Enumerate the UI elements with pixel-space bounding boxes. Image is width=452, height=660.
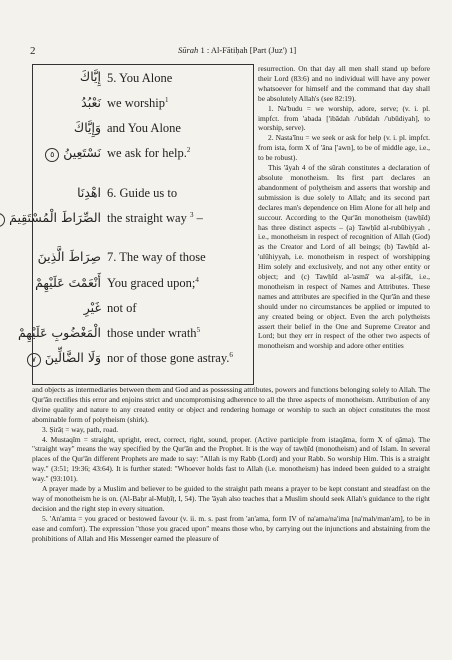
commentary-paragraph: A prayer made by a Muslim and believer to be guided to the straight path means a prayer to be kept constant and steadfast on the way of monotheism he is on. (Al-Baḥr al-Muḥīṭ, I, 54). The 'āyah also teaches that a Muslim should seek Allah's guidance to the right decision and the right step in every situation. bbox=[32, 484, 430, 513]
translation-line-9: not of bbox=[107, 301, 137, 315]
translation-line-4-text: we ask for help. bbox=[107, 146, 187, 161]
arabic-verse-5d-text: نَسْتَعِينُ bbox=[63, 145, 101, 160]
translation-line-11-text: nor of those gone astray. bbox=[107, 351, 230, 366]
running-header-surah: Sūrah bbox=[178, 45, 199, 55]
footnote-ref-3: 3 bbox=[189, 211, 194, 219]
ayah-number-5: ٥ bbox=[45, 148, 59, 162]
translation-line-2-text: we worship bbox=[107, 96, 165, 111]
arabic-verse-5d bbox=[43, 145, 101, 162]
translation-line-10 bbox=[107, 326, 200, 341]
arabic-verse-5b: نَعْبُدُ bbox=[81, 95, 101, 110]
arabic-verse-7e bbox=[25, 350, 101, 367]
arabic-verse-6a: اهْدِنَا bbox=[77, 185, 101, 200]
page-number: 2 bbox=[30, 45, 36, 57]
translation-line-11 bbox=[107, 351, 233, 366]
translation-line-7: 7. The way of those bbox=[107, 250, 206, 264]
translation-line-6-text: the straight way bbox=[107, 211, 187, 226]
footnote-1: 1. Na'budu = we worship, adore, serve; (v. i. pl. impfct. from 'abada ['ibādah /'ubūdah /'ubūdiyah], to worship, serve). bbox=[258, 103, 430, 133]
translation-line-4 bbox=[107, 146, 190, 161]
translation-line-2 bbox=[107, 96, 168, 111]
arabic-verse-7d: الْمَغْضُوبِ عَلَيْهِمْ bbox=[17, 325, 101, 340]
footnote-ref-1: 1 bbox=[164, 96, 169, 104]
arabic-verse-7b: أَنْعَمْتَ عَلَيْهِمْ bbox=[35, 275, 101, 290]
footnote-ref-5: 5 bbox=[196, 326, 201, 334]
verse-box bbox=[9, 64, 254, 385]
translation-line-5: 6. Guide us to bbox=[107, 186, 178, 200]
footnote-ref-2: 2 bbox=[186, 146, 191, 154]
arabic-verse-7c: غَيْرِ bbox=[83, 300, 101, 315]
arabic-verse-7a: صِرَاطَ الَّذِينَ bbox=[37, 249, 101, 264]
commentary-paragraph: and objects as intermediaries between them and God and as possessing attributes, powers and functions belonging solely to Allah. The Qur'ān rectifies this error and enjoins strict and uncompromising adherence to all the three aspects of monotheism. Attribution of any divine quality and nature to any created entity or object and rendering homage or worship to such an object constitutes the most abominable form of polytheism (shirk). bbox=[32, 385, 430, 424]
commentary-right-column bbox=[258, 64, 430, 351]
footnote-ref-4: 4 bbox=[195, 276, 199, 284]
arabic-verse-5c: وَإِيَّاكَ bbox=[73, 120, 101, 135]
translation-line-1: 5. You Alone bbox=[107, 71, 173, 85]
translation-line-3: and You Alone bbox=[107, 121, 181, 135]
footnote-ref-6: 6 bbox=[229, 351, 233, 359]
arabic-verse-5a: إِيَّاكَ bbox=[79, 69, 101, 84]
translation-line-8-text: You graced upon; bbox=[107, 276, 196, 291]
translation-line-6-dash: – bbox=[193, 211, 203, 226]
running-header bbox=[178, 45, 296, 55]
arabic-verse-7e-text: وَلَا الضَّالِّينَ bbox=[44, 350, 101, 365]
footnote-5: 5. 'An'amta = you graced or bestowed favour (v. ii. m. s. past from 'an'ama, form IV of na'ama/na'ima [na'mah/man'am], to be in ease and comfort). The expression "those you graced upon" means those who, by carrying out the injunctions and abstaining from the prohibitions of Allah and His Messenger earned the pleasure of bbox=[32, 513, 430, 543]
translation-line-6 bbox=[107, 211, 203, 226]
ayah-number-7: ٧ bbox=[27, 353, 41, 367]
commentary-full-width bbox=[32, 385, 430, 544]
footnote-2: 2. Nasta'īnu = we seek or ask for help (v. i. pl. impfct. from ista, form X of 'āna ['awn], to be of middle age, i.e., to be robust). bbox=[258, 133, 430, 163]
arabic-verse-6b bbox=[0, 210, 101, 227]
commentary-paragraph: resurrection. On that day all men shall stand up before their Lord (83:6) and no individual will have any power whatsoever for himself and the command that day shall be absolutely Allah's (see 82:19). bbox=[258, 64, 430, 103]
translation-line-8 bbox=[107, 276, 199, 291]
footnote-4: 4. Mustaqīm = straight, upright, erect, correct, right, sound, proper. (Active participle from istaqāma, form X of qāma). The "straight way" means the way specified by the Qur'ān and the Prophet. It is the way of tawḥīd (monotheism) and of Islam. In several places of the Qur'ān different Prophets are made to say: "Allah is my Rabb (Lord) and your Rabb. So worship Him. This is a straight way." (3:51; 19:36; 43:64). It is further stated: "Whoever holds fast to Allah (i.e. monotheism) has indeed been guided to a straight way." (93:101). bbox=[32, 434, 430, 484]
footnote-3: 3. Ṣirāṭ = way, path, road. bbox=[42, 424, 119, 434]
translation-line-10-text: those under wrath bbox=[107, 326, 197, 341]
ayah-number-6 bbox=[0, 213, 5, 227]
commentary-paragraph: This 'āyah 4 of the sūrah constitutes a declaration of absolute monotheism. Its first part declares an abandonment of polytheism and asserts that worship and submission is due solely to Allah; and its second part declares man's dependence on Him Alone for all help and succour. According to the Qur'ān monotheism (tawḥīd) has three distinct aspects – (a) Tawḥīd al-rubūbiyyah , i.e., monotheism in respect of recognition of Allah (God) as the Creator and Lord of all beings; (b) Tawḥīd al-'ulūhiyyah, i.e. monotheism in respect of worshipping Him solely and exclusively, and not any other entity or object; and (c) Tawḥīd al-'asmā' wa al-ṣifāt, i.e., monotheism in respect of Names and Attributes. These names and attributes are specified in the Qur'ān and these should under no circumstances be applied or imputed to any created being or object. Even the arch polytheists assert their belief in the One and Supreme Creator and Lord; but they err in respect of the other two aspects of monotheism and worship and adore other entities bbox=[258, 163, 430, 351]
running-header-title: 1 : Al-Fātiḥah [Part (Juz') 1] bbox=[200, 45, 297, 55]
arabic-verse-6b-text: الصِّرَاطَ الْمُسْتَقِيمَ bbox=[9, 210, 101, 225]
